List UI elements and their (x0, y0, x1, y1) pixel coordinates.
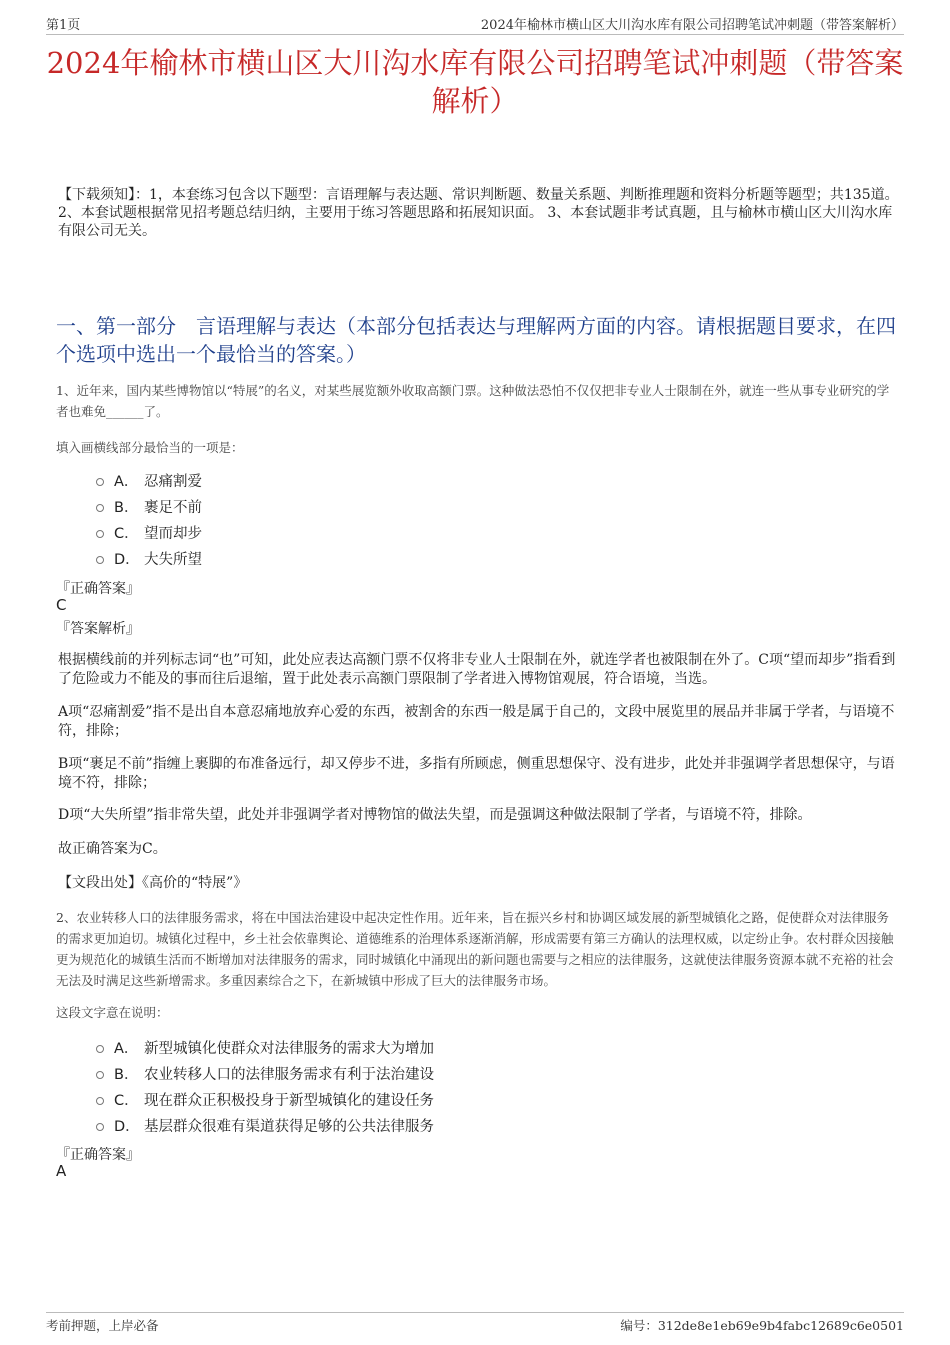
analysis-paragraph: A项“忍痛割爱”指不是出自本意忍痛地放弃心爱的东西，被割舍的东西一般是属于自己的，文段中展览里的展品并非属于学者，与语境不符，排除； (58, 704, 895, 739)
question-1-options (96, 467, 202, 571)
radio-icon[interactable] (96, 1123, 104, 1131)
footer-slogan: 考前押题，上岸必备 (46, 1318, 159, 1333)
source-note: 【文段出处】《高价的“特展”》 (58, 875, 248, 891)
radio-icon[interactable] (96, 530, 104, 538)
analysis-label: 『答案解析』 (56, 621, 140, 637)
radio-icon[interactable] (96, 1097, 104, 1105)
answer-label: 『正确答案』 (56, 581, 140, 597)
option-b[interactable]: B． 裹足不前 (96, 493, 202, 519)
document-title: 2024年榆林市横山区大川沟水库有限公司招聘笔试冲刺题（带答案解析） (46, 46, 904, 118)
radio-icon[interactable] (96, 1071, 104, 1079)
analysis-paragraph: D项“大失所望”指非常失望，此处并非强调学者对博物馆的做法失望，而是强调这种做法限制了学者，与语境不符，排除。 (58, 807, 812, 823)
page-number: 第1页 (46, 18, 81, 33)
radio-icon[interactable] (96, 478, 104, 486)
question-2-prompt: 这段文字意在说明： (56, 1005, 169, 1020)
question-2-stem: 2、农业转移人口的法律服务需求，将在中国法治建设中起决定性作用。近年来，旨在振兴乡村和协调区域发展的新型城镇化之路，促使群众对法律服务的需求更加迫切。城镇化过程中，乡土社会依靠舆论、道德维系的治理体系逐渐消解，形成需要有第三方确认的法理权威，以定纷止争。农村群众因接触更为规范化的城镇生活而不断增加对法律服务的需求，同时城镇化中涌现出的新问题也需要与之相应的法律服务，这就使法律服务资源本就不充裕的社会无法及时满足这些新增需求。多重因素综合之下，在新城镇中形成了巨大的法律服务市场。 (56, 910, 894, 988)
correct-answer: A (56, 1162, 67, 1180)
radio-icon[interactable] (96, 556, 104, 564)
page-footer (46, 1312, 904, 1335)
question-1-stem: 1、近年来，国内某些博物馆以“特展”的名义，对某些展览额外收取高额门票。这种做法恐怕不仅仅把非专业人士限制在外，就连一些从事专业研究的学者也难免______了。 (56, 383, 890, 419)
option-d[interactable]: D． 基层群众很难有渠道获得足够的公共法律服务 (96, 1112, 434, 1138)
analysis-conclusion: 故正确答案为C。 (58, 841, 167, 857)
option-c[interactable]: C． 现在群众正积极投身于新型城镇化的建设任务 (96, 1086, 434, 1112)
analysis-paragraph: 根据横线前的并列标志词“也”可知，此处应表达高额门票不仅将非专业人士限制在外，就连学者也被限制在外了。C项“望而却步”指看到了危险或力不能及的事而往后退缩，置于此处表示高额门票限制了学者进入博物馆观展，符合语境，当选。 (58, 652, 896, 687)
radio-icon[interactable] (96, 1045, 104, 1053)
correct-answer: C (56, 596, 67, 614)
radio-icon[interactable] (96, 504, 104, 512)
answer-label: 『正确答案』 (56, 1147, 140, 1163)
question-2-options (96, 1034, 434, 1138)
option-a[interactable]: A． 新型城镇化使群众对法律服务的需求大为增加 (96, 1034, 434, 1060)
document-code: 编号：312de8e1eb69e9b4fabc12689c6e0501 (620, 1318, 904, 1333)
option-b[interactable]: B． 农业转移人口的法律服务需求有利于法治建设 (96, 1060, 434, 1086)
header-doc-title: 2024年榆林市横山区大川沟水库有限公司招聘笔试冲刺题（带答案解析） (480, 18, 904, 33)
analysis-paragraph: B项“裹足不前”指缠上裹脚的布准备远行，却又停步不进，多指有所顾虑，侧重思想保守、没有进步，此处并非强调学者思想保守，与语境不符，排除； (58, 756, 895, 791)
download-notice: 【下载须知】：1，本套练习包含以下题型：言语理解与表达题、常识判断题、数量关系题、判断推理题和资料分析题等题型；共135道。 2、本套试题根据常见招考题总结归纳，主要用于练习答题思路和拓展知识面。 3、本套试题非考试真题，且与榆林市横山区大川沟水库有限公司无关。 (58, 187, 899, 239)
question-1-prompt: 填入画横线部分最恰当的一项是： (56, 440, 244, 455)
page-header (46, 12, 904, 35)
option-a[interactable]: A． 忍痛割爱 (96, 467, 202, 493)
option-c[interactable]: C． 望而却步 (96, 519, 202, 545)
option-d[interactable]: D． 大失所望 (96, 545, 202, 571)
section-heading: 一、第一部分 言语理解与表达（本部分包括表达与理解两方面的内容。请根据题目要求，在四个选项中选出一个最恰当的答案。） (56, 314, 896, 366)
